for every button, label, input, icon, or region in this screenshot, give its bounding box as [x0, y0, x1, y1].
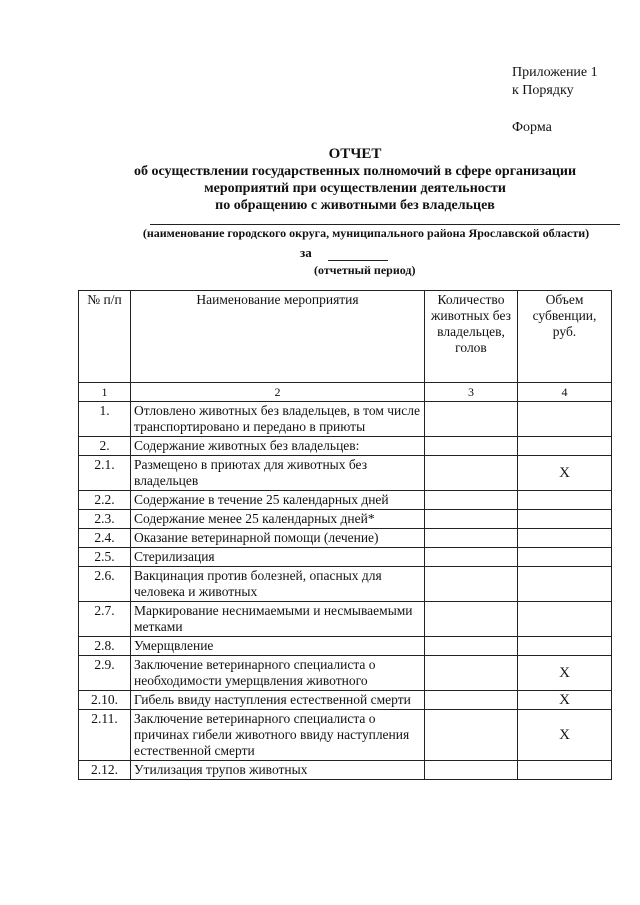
- row-activity-name: Оказание ветеринарной помощи (лечение): [131, 529, 425, 548]
- report-subtitle-line-2: мероприятий при осуществлении деятельности: [204, 181, 506, 196]
- attachment-line-2: к Порядку: [512, 83, 574, 98]
- period-fill-line: [328, 260, 388, 261]
- report-subtitle-line-3: по обращению с животными без владельцев: [215, 198, 495, 213]
- row-animal-count: [425, 529, 518, 548]
- row-subsidy-volume: [518, 510, 612, 529]
- row-number: 2.8.: [79, 637, 131, 656]
- row-activity-name: Содержание животных без владельцев:: [131, 437, 425, 456]
- row-subsidy-volume: [518, 437, 612, 456]
- row-number: 2.: [79, 437, 131, 456]
- attachment-line-1: Приложение 1: [512, 65, 598, 80]
- row-animal-count: [425, 437, 518, 456]
- row-subsidy-volume: X: [518, 691, 612, 710]
- row-number: 2.11.: [79, 710, 131, 761]
- table-row: [79, 710, 612, 761]
- row-activity-name: Гибель ввиду наступления естественной смерти: [131, 691, 425, 710]
- row-activity-name: Размещено в приютах для животных без владельцев: [131, 456, 425, 491]
- row-animal-count: [425, 548, 518, 567]
- row-activity-name: Маркирование неснимаемыми и несмываемыми метками: [131, 602, 425, 637]
- header-count: Количество животных без владельцев, голов: [425, 291, 518, 383]
- row-subsidy-volume: X: [518, 656, 612, 691]
- row-animal-count: [425, 637, 518, 656]
- row-number: 2.4.: [79, 529, 131, 548]
- row-animal-count: [425, 567, 518, 602]
- header-volume: Объем субвенции, руб.: [518, 291, 612, 383]
- row-animal-count: [425, 402, 518, 437]
- row-animal-count: [425, 761, 518, 780]
- row-subsidy-volume: X: [518, 456, 612, 491]
- report-table: [78, 290, 612, 780]
- row-number: 2.7.: [79, 602, 131, 637]
- row-number: 2.6.: [79, 567, 131, 602]
- row-subsidy-volume: [518, 491, 612, 510]
- row-animal-count: [425, 691, 518, 710]
- row-animal-count: [425, 491, 518, 510]
- table-row: [79, 548, 612, 567]
- row-activity-name: Заключение ветеринарного специалиста о причинах гибели животного ввиду наступления естественной смерти: [131, 710, 425, 761]
- table-row: [79, 491, 612, 510]
- header-name: Наименование мероприятия: [131, 291, 425, 383]
- row-subsidy-volume: [518, 529, 612, 548]
- row-activity-name: Заключение ветеринарного специалиста о необходимости умерщвления животного: [131, 656, 425, 691]
- period-prefix: за: [300, 245, 312, 260]
- row-animal-count: [425, 602, 518, 637]
- table-row: [79, 637, 612, 656]
- row-activity-name: Отловлено животных без владельцев, в том числе транспортировано и передано в приюты: [131, 402, 425, 437]
- row-subsidy-volume: [518, 402, 612, 437]
- table-row: [79, 437, 612, 456]
- row-activity-name: Вакцинация против болезней, опасных для человека и животных: [131, 567, 425, 602]
- row-subsidy-volume: [518, 761, 612, 780]
- table-row: [79, 691, 612, 710]
- table-row: [79, 402, 612, 437]
- table-row: [79, 567, 612, 602]
- row-activity-name: Утилизация трупов животных: [131, 761, 425, 780]
- row-subsidy-volume: [518, 548, 612, 567]
- row-subsidy-volume: [518, 637, 612, 656]
- row-animal-count: [425, 510, 518, 529]
- row-number: 2.9.: [79, 656, 131, 691]
- header-num: № п/п: [79, 291, 131, 383]
- attachment-note: [512, 64, 598, 100]
- table-row: [79, 761, 612, 780]
- report-title: ОТЧЕТ: [328, 146, 382, 162]
- table-row: [79, 656, 612, 691]
- row-activity-name: Стерилизация: [131, 548, 425, 567]
- row-animal-count: [425, 710, 518, 761]
- period-caption: (отчетный период): [314, 263, 416, 277]
- row-activity-name: Умерщвление: [131, 637, 425, 656]
- column-index: 2: [131, 383, 425, 402]
- row-number: 2.10.: [79, 691, 131, 710]
- row-animal-count: [425, 656, 518, 691]
- report-title-block: [90, 146, 620, 214]
- organization-fill-line: [150, 224, 620, 225]
- column-index-row: [79, 383, 612, 402]
- column-index: 3: [425, 383, 518, 402]
- row-number: 2.2.: [79, 491, 131, 510]
- row-number: 1.: [79, 402, 131, 437]
- row-number: 2.5.: [79, 548, 131, 567]
- row-subsidy-volume: X: [518, 710, 612, 761]
- table-row: [79, 456, 612, 491]
- form-label: Форма: [512, 120, 552, 135]
- header-row: [79, 291, 612, 383]
- row-subsidy-volume: [518, 602, 612, 637]
- row-number: 2.3.: [79, 510, 131, 529]
- table-row: [79, 529, 612, 548]
- row-number: 2.12.: [79, 761, 131, 780]
- row-subsidy-volume: [518, 567, 612, 602]
- report-subtitle-line-1: об осуществлении государственных полномочий в сфере организации: [133, 164, 577, 179]
- row-activity-name: Содержание менее 25 календарных дней*: [131, 510, 425, 529]
- column-index: 1: [79, 383, 131, 402]
- table-row: [79, 510, 612, 529]
- column-index: 4: [518, 383, 612, 402]
- row-animal-count: [425, 456, 518, 491]
- row-number: 2.1.: [79, 456, 131, 491]
- organization-caption: (наименование городского округа, муниципального района Ярославской области): [142, 226, 590, 240]
- table-row: [79, 602, 612, 637]
- row-activity-name: Содержание в течение 25 календарных дней: [131, 491, 425, 510]
